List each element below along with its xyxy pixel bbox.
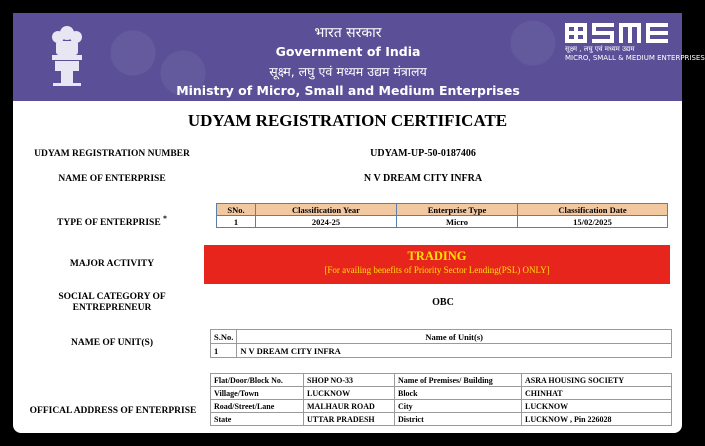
major-activity-box bbox=[204, 245, 670, 284]
classification-table bbox=[216, 203, 668, 228]
address-row bbox=[211, 413, 672, 426]
address-key: City bbox=[395, 400, 522, 413]
col-year: Classification Year bbox=[256, 204, 397, 216]
govt-title: Government of India bbox=[275, 44, 421, 59]
address-table bbox=[210, 373, 672, 426]
reg-number-value: UDYAM-UP-50-0187406 bbox=[370, 148, 476, 159]
address-value: LUCKNOW , Pin 226028 bbox=[522, 413, 672, 426]
msme-logo bbox=[565, 21, 705, 63]
cell-type: Micro bbox=[397, 216, 518, 228]
address-label: OFFICAL ADDRESS OF ENTERPRISE bbox=[29, 406, 197, 416]
col-date: Classification Date bbox=[518, 204, 668, 216]
enterprise-type-label bbox=[27, 214, 197, 228]
address-key: Road/Street/Lane bbox=[211, 400, 304, 413]
address-key: Name of Premises/ Building bbox=[395, 374, 522, 387]
national-emblem-icon bbox=[47, 23, 87, 89]
social-category-label bbox=[27, 292, 197, 314]
social-category-line-1: SOCIAL CATEGORY OF bbox=[58, 292, 166, 302]
units-cell-sno: 1 bbox=[211, 344, 237, 358]
address-key: Village/Town bbox=[211, 387, 304, 400]
enterprise-name-value: N V DREAM CITY INFRA bbox=[363, 173, 483, 184]
address-value: ASRA HOUSING SOCIETY bbox=[522, 374, 672, 387]
header-banner bbox=[13, 13, 705, 101]
logo-hindi-text: सूक्ष्म , लघु एवं मध्यम उद्यम bbox=[565, 45, 635, 53]
psl-note: [For availing benefits of Priority Sector Lending(PSL) ONLY] bbox=[324, 265, 550, 275]
address-row bbox=[211, 400, 672, 413]
address-value: LUCKNOW bbox=[304, 387, 395, 400]
units-cell-name: N V DREAM CITY INFRA bbox=[237, 344, 672, 358]
col-sno: SNo. bbox=[217, 204, 256, 216]
address-row bbox=[211, 387, 672, 400]
address-value: CHINHAT bbox=[522, 387, 672, 400]
hindi-govt-title: भारत सरकार bbox=[314, 25, 382, 41]
address-value: UTTAR PRADESH bbox=[304, 413, 395, 426]
enterprise-type-label-text: TYPE OF ENTERPRISE bbox=[57, 218, 161, 229]
social-category-line-2: ENTREPRENEUR bbox=[72, 303, 152, 313]
msme-logo-icon bbox=[565, 21, 669, 45]
address-row bbox=[211, 374, 672, 387]
address-value: MALHAUR ROAD bbox=[304, 400, 395, 413]
enterprise-name-label: NAME OF ENTERPRISE bbox=[58, 174, 166, 184]
logo-english-text: MICRO, SMALL & MEDIUM ENTERPRISES bbox=[565, 54, 705, 62]
units-col-name: Name of Unit(s) bbox=[237, 330, 672, 344]
major-activity-value: TRADING bbox=[407, 249, 467, 263]
ministry-title: Ministry of Micro, Small and Medium Enterprises bbox=[176, 83, 520, 98]
hindi-ministry-title: सूक्ष्म, लघु एवं मध्यम उद्यम मंत्रालय bbox=[269, 64, 427, 79]
asterisk: * bbox=[163, 214, 167, 223]
cell-date: 15/02/2025 bbox=[518, 216, 668, 228]
address-value: LUCKNOW bbox=[522, 400, 672, 413]
units-col-sno: S.No. bbox=[211, 330, 237, 344]
reg-number-label: UDYAM REGISTRATION NUMBER bbox=[34, 149, 190, 159]
unit-name-label: NAME OF UNIT(S) bbox=[71, 338, 153, 348]
certificate-title: UDYAM REGISTRATION CERTIFICATE bbox=[187, 111, 508, 130]
certificate-frame bbox=[13, 13, 705, 433]
address-value: SHOP NO-33 bbox=[304, 374, 395, 387]
social-category-value: OBC bbox=[432, 297, 454, 308]
cell-sno: 1 bbox=[217, 216, 256, 228]
address-key: Block bbox=[395, 387, 522, 400]
address-key: District bbox=[395, 413, 522, 426]
major-activity-label: MAJOR ACTIVITY bbox=[69, 259, 155, 269]
address-key: State bbox=[211, 413, 304, 426]
units-table bbox=[210, 329, 672, 358]
cell-year: 2024-25 bbox=[256, 216, 397, 228]
address-key: Flat/Door/Block No. bbox=[211, 374, 304, 387]
col-type: Enterprise Type bbox=[397, 204, 518, 216]
